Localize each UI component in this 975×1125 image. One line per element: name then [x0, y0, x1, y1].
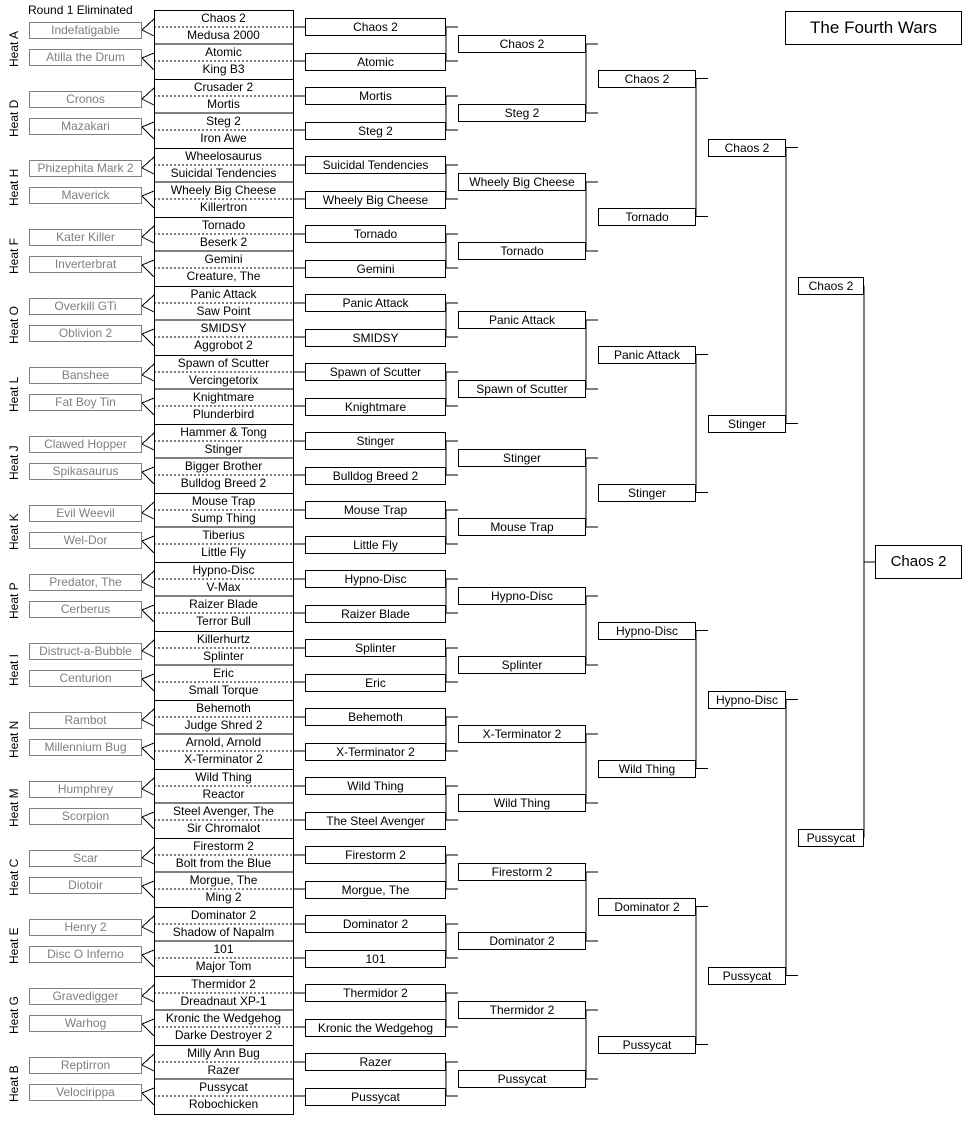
- eliminated-robot: Clawed Hopper: [29, 436, 142, 453]
- quarter-final-robot: Hypno-Disc: [708, 691, 786, 709]
- eliminated-robot: Reptirron: [29, 1057, 142, 1074]
- elim-connector: [142, 375, 154, 381]
- round2-robot: Panic Attack: [305, 294, 446, 312]
- round1-robot: Panic Attack: [190, 287, 257, 301]
- round1-robot: Splinter: [203, 649, 244, 663]
- round1-robot: Mouse Trap: [191, 494, 256, 508]
- eliminated-robot: Overkill GTi: [29, 298, 142, 315]
- round1-robot: Wild Thing: [195, 770, 252, 784]
- elim-connector: [142, 536, 154, 541]
- round2-robot: Stinger: [305, 432, 446, 450]
- heat-final-robot: Stinger: [458, 449, 586, 467]
- round2-robot: 101: [305, 950, 446, 968]
- round2-robot: Dominator 2: [305, 915, 446, 933]
- round2-robot: Pussycat: [305, 1088, 446, 1106]
- round1-robot: Sir Chromalot: [186, 821, 261, 835]
- bracket-title: The Fourth Wars: [785, 11, 962, 45]
- round1-robot: Terror Bull: [196, 614, 251, 628]
- series-round1-robot: Panic Attack: [598, 346, 696, 364]
- elim-connector: [142, 295, 154, 306]
- eliminated-robot: Atilla the Drum: [29, 49, 142, 66]
- round1-robot: Raizer Blade: [189, 597, 258, 611]
- elim-connector: [142, 950, 154, 955]
- heat-label: Heat B: [7, 1065, 21, 1103]
- round1-robot: Plunderbird: [192, 407, 255, 421]
- elim-connector: [142, 743, 154, 748]
- eliminated-robot: Evil Weevil: [29, 505, 142, 522]
- heat-final-robot: Chaos 2: [458, 35, 586, 53]
- eliminated-robot: Gravedigger: [29, 988, 142, 1005]
- eliminated-robot: Fat Boy Tin: [29, 394, 142, 411]
- round1-robot: Mortis: [207, 97, 240, 111]
- round1-robot: King B3: [202, 62, 245, 76]
- round1-robot: Bulldog Breed 2: [180, 476, 267, 490]
- eliminated-robot: Humphrey: [29, 781, 142, 798]
- round1-robot: Spawn of Scutter: [177, 356, 270, 370]
- round2-robot: Spawn of Scutter: [305, 363, 446, 381]
- eliminated-robot: Distruct-a-Bubble: [29, 643, 142, 660]
- round1-robot: Vercingetorix: [188, 373, 259, 387]
- elim-connector: [142, 605, 154, 610]
- elim-connector: [142, 674, 154, 679]
- elim-connector: [142, 260, 154, 265]
- round1-robot: Steg 2: [206, 114, 241, 128]
- heat-label: Heat H: [7, 168, 21, 206]
- series-round1-robot: Wild Thing: [598, 760, 696, 778]
- round2-robot: Kronic the Wedgehog: [305, 1019, 446, 1037]
- heat-final-robot: Panic Attack: [458, 311, 586, 329]
- eliminated-robot: Cronos: [29, 91, 142, 108]
- round1-robot: Razer: [207, 1063, 240, 1077]
- elim-connector: [142, 513, 154, 519]
- round2-robot: Morgue, The: [305, 881, 446, 899]
- round2-robot: Chaos 2: [305, 18, 446, 36]
- elim-connector: [142, 58, 154, 70]
- round1-robot: Small Torque: [188, 683, 259, 697]
- round2-robot: The Steel Avenger: [305, 812, 446, 830]
- round1-robot: Milly Ann Bug: [187, 1046, 260, 1060]
- round1-robot: Tornado: [201, 218, 246, 232]
- round1-robot: Medusa 2000: [187, 28, 260, 42]
- round1-robot: Hypno-Disc: [192, 563, 255, 577]
- heat-final-robot: Thermidor 2: [458, 1001, 586, 1019]
- series-round1-robot: Chaos 2: [598, 70, 696, 88]
- elim-connector: [142, 30, 154, 36]
- heat-final-robot: X-Terminator 2: [458, 725, 586, 743]
- elim-connector: [142, 996, 154, 1002]
- semi-final-robot: Chaos 2: [798, 277, 864, 295]
- elim-connector: [142, 571, 154, 582]
- elim-connector: [142, 444, 154, 450]
- elim-connector: [142, 541, 154, 553]
- elim-connector: [142, 955, 154, 967]
- semi-final-robot: Pussycat: [798, 829, 864, 847]
- heat-label: Heat N: [7, 720, 21, 758]
- elim-connector: [142, 306, 154, 312]
- eliminated-robot: Scorpion: [29, 808, 142, 825]
- eliminated-robot: Maverick: [29, 187, 142, 204]
- elim-connector: [142, 19, 154, 30]
- quarter-final-robot: Pussycat: [708, 967, 786, 985]
- round2-robot: Knightmare: [305, 398, 446, 416]
- round1-robot: Tiberius: [202, 528, 245, 542]
- round1-robot: Shadow of Napalm: [172, 925, 275, 939]
- heat-label: Heat O: [7, 306, 21, 345]
- round1-robot: Bigger Brother: [184, 459, 263, 473]
- round2-robot: Mouse Trap: [305, 501, 446, 519]
- round2-robot: SMIDSY: [305, 329, 446, 347]
- round1-robot: V-Max: [206, 580, 241, 594]
- round2-robot: Mortis: [305, 87, 446, 105]
- round1-robot: Killerhurtz: [196, 632, 251, 646]
- heat-label: Heat K: [7, 513, 21, 551]
- eliminated-robot: Inverterbrat: [29, 256, 142, 273]
- heat-label: Heat J: [7, 445, 21, 481]
- elim-connector: [142, 651, 154, 657]
- round2-robot: Razer: [305, 1053, 446, 1071]
- elim-connector: [142, 1019, 154, 1024]
- series-round1-robot: Tornado: [598, 208, 696, 226]
- quarter-final-robot: Stinger: [708, 415, 786, 433]
- round1-robot: Crusader 2: [193, 80, 254, 94]
- round2-robot: Splinter: [305, 639, 446, 657]
- heat-final-robot: Steg 2: [458, 104, 586, 122]
- eliminated-robot: Scar: [29, 850, 142, 867]
- round1-robot: Hammer & Tong: [180, 425, 267, 439]
- elim-connector: [142, 329, 154, 334]
- heat-final-robot: Hypno-Disc: [458, 587, 586, 605]
- series-round1-robot: Hypno-Disc: [598, 622, 696, 640]
- round1-robot: Iron Awe: [200, 131, 247, 145]
- elim-connector: [142, 789, 154, 795]
- eliminated-robot: Henry 2: [29, 919, 142, 936]
- round1-robot: Robochicken: [188, 1097, 259, 1111]
- eliminated-robot: Warhog: [29, 1015, 142, 1032]
- round1-robot: Little Fly: [201, 545, 246, 559]
- series-round1-robot: Dominator 2: [598, 898, 696, 916]
- round1-robot: SMIDSY: [200, 321, 247, 335]
- elim-connector: [142, 88, 154, 99]
- eliminated-robot: Velocirippa: [29, 1084, 142, 1101]
- elim-connector: [142, 191, 154, 196]
- elim-connector: [142, 226, 154, 237]
- heat-label: Heat F: [7, 238, 21, 275]
- round1-robot: Chaos 2: [201, 11, 246, 25]
- round2-robot: X-Terminator 2: [305, 743, 446, 761]
- round1-robot: Killertron: [199, 200, 248, 214]
- round2-robot: Steg 2: [305, 122, 446, 140]
- heat-label: Heat G: [7, 996, 21, 1035]
- eliminated-robot: Centurion: [29, 670, 142, 687]
- round2-robot: Atomic: [305, 53, 446, 71]
- series-round1-robot: Stinger: [598, 484, 696, 502]
- round1-robot: Beserk 2: [199, 235, 248, 249]
- round1-robot: Darke Destroyer 2: [174, 1028, 273, 1042]
- round1-robot: Pussycat: [199, 1080, 248, 1094]
- round1-robot: Atomic: [205, 45, 242, 59]
- heat-final-robot: Tornado: [458, 242, 586, 260]
- elim-connector: [142, 858, 154, 864]
- elim-connector: [142, 196, 154, 208]
- round2-robot: Gemini: [305, 260, 446, 278]
- round1-robot: Eric: [213, 666, 234, 680]
- eliminated-robot: Disc O Inferno: [29, 946, 142, 963]
- round1-robot: X-Terminator 2: [184, 752, 263, 766]
- elim-connector: [142, 502, 154, 513]
- elim-connector: [142, 127, 154, 139]
- round1-robot: Firestorm 2: [193, 839, 254, 853]
- series-round1-robot: Pussycat: [598, 1036, 696, 1054]
- elim-connector: [142, 403, 154, 415]
- round1-robot: Steel Avenger, The: [173, 804, 274, 818]
- eliminated-robot: Mazakari: [29, 118, 142, 135]
- heat-label: Heat P: [7, 582, 21, 620]
- elim-connector: [142, 472, 154, 484]
- elim-connector: [142, 610, 154, 622]
- elim-connector: [142, 679, 154, 691]
- elim-connector: [142, 265, 154, 277]
- round1-robot: Aggrobot 2: [194, 338, 253, 352]
- elim-connector: [142, 709, 154, 720]
- eliminated-robot: Millennium Bug: [29, 739, 142, 756]
- elim-connector: [142, 1088, 154, 1093]
- heat-final-robot: Mouse Trap: [458, 518, 586, 536]
- round2-robot: Raizer Blade: [305, 605, 446, 623]
- elim-connector: [142, 398, 154, 403]
- elim-connector: [142, 467, 154, 472]
- elim-connector: [142, 1024, 154, 1036]
- round1-robot: Dominator 2: [190, 908, 257, 922]
- round1-robot: Saw Point: [196, 304, 251, 318]
- round1-robot: Reactor: [202, 787, 245, 801]
- round1-robot: 101: [213, 942, 234, 956]
- heat-final-robot: Wheely Big Cheese: [458, 173, 586, 191]
- heat-final-robot: Wild Thing: [458, 794, 586, 812]
- eliminated-robot: Oblivion 2: [29, 325, 142, 342]
- round2-robot: Bulldog Breed 2: [305, 467, 446, 485]
- eliminated-robot: Predator, The: [29, 574, 142, 591]
- heat-label: Heat L: [7, 376, 21, 412]
- round1-robot: Thermidor 2: [191, 977, 256, 991]
- heat-label: Heat D: [7, 99, 21, 137]
- heat-final-robot: Dominator 2: [458, 932, 586, 950]
- elim-connector: [142, 812, 154, 817]
- round2-robot: Hypno-Disc: [305, 570, 446, 588]
- elim-connector: [142, 916, 154, 927]
- heat-final-robot: Firestorm 2: [458, 863, 586, 881]
- round2-robot: Suicidal Tendencies: [305, 156, 446, 174]
- round1-robot: Behemoth: [196, 701, 251, 715]
- eliminated-robot: Diotoir: [29, 877, 142, 894]
- quarter-final-robot: Chaos 2: [708, 139, 786, 157]
- heat-label: Heat E: [7, 927, 21, 965]
- round1-robot: Kronic the Wedgehog: [165, 1011, 282, 1025]
- elim-connector: [142, 985, 154, 996]
- elim-connector: [142, 168, 154, 174]
- round1-robot: Creature, The: [186, 269, 261, 283]
- elim-connector: [142, 927, 154, 933]
- round1-robot: Wheely Big Cheese: [170, 183, 277, 197]
- elim-connector: [142, 364, 154, 375]
- heat-label: Heat I: [7, 654, 21, 687]
- elim-connector: [142, 433, 154, 444]
- round2-robot: Firestorm 2: [305, 846, 446, 864]
- eliminated-robot: Spikasaurus: [29, 463, 142, 480]
- elim-connector: [142, 237, 154, 243]
- eliminated-robot: Rambot: [29, 712, 142, 729]
- elim-connector: [142, 1065, 154, 1071]
- round1-robot: Knightmare: [192, 390, 255, 404]
- eliminated-robot: Wel-Dor: [29, 532, 142, 549]
- heat-label: Heat A: [7, 30, 21, 68]
- round1-robot: Wheelosaurus: [185, 149, 262, 163]
- elim-connector: [142, 582, 154, 588]
- heat-final-robot: Spawn of Scutter: [458, 380, 586, 398]
- round1-robot: Gemini: [204, 252, 243, 266]
- elim-connector: [142, 881, 154, 886]
- round2-robot: Wheely Big Cheese: [305, 191, 446, 209]
- elim-connector: [142, 748, 154, 760]
- round1-robot: Sump Thing: [191, 511, 256, 525]
- round1-robot: Morgue, The: [189, 873, 258, 887]
- round1-robot: Bolt from the Blue: [175, 856, 272, 870]
- round1-eliminated-label: Round 1 Eliminated: [28, 3, 133, 17]
- elim-connector: [142, 720, 154, 726]
- elim-connector: [142, 817, 154, 829]
- eliminated-robot: Cerberus: [29, 601, 142, 618]
- elim-connector: [142, 99, 154, 105]
- elim-connector: [142, 334, 154, 346]
- eliminated-robot: Kater Killer: [29, 229, 142, 246]
- eliminated-robot: Phizephita Mark 2: [29, 160, 142, 177]
- round1-robot: Dreadnaut XP-1: [180, 994, 267, 1008]
- round1-robot: Ming 2: [205, 890, 242, 904]
- round2-robot: Tornado: [305, 225, 446, 243]
- elim-connector: [142, 122, 154, 127]
- round2-robot: Wild Thing: [305, 777, 446, 795]
- elim-connector: [142, 1093, 154, 1105]
- elim-connector: [142, 778, 154, 789]
- round2-robot: Little Fly: [305, 536, 446, 554]
- elim-connector: [142, 157, 154, 168]
- champion-box: Chaos 2: [875, 545, 962, 579]
- heat-final-robot: Pussycat: [458, 1070, 586, 1088]
- round1-robot: Stinger: [204, 442, 243, 456]
- heat-final-robot: Splinter: [458, 656, 586, 674]
- round2-robot: Thermidor 2: [305, 984, 446, 1002]
- elim-connector: [142, 640, 154, 651]
- round1-robot: Arnold, Arnold: [185, 735, 262, 749]
- round1-robot: Suicidal Tendencies: [170, 166, 277, 180]
- round1-robot: Major Tom: [195, 959, 252, 973]
- round1-robot: Judge Shred 2: [184, 718, 263, 732]
- heat-label: Heat C: [7, 858, 21, 896]
- eliminated-robot: Banshee: [29, 367, 142, 384]
- elim-connector: [142, 53, 154, 58]
- elim-connector: [142, 1054, 154, 1065]
- elim-connector: [142, 847, 154, 858]
- heat-label: Heat M: [7, 788, 21, 828]
- round2-robot: Behemoth: [305, 708, 446, 726]
- round2-robot: Eric: [305, 674, 446, 692]
- eliminated-robot: Indefatigable: [29, 22, 142, 39]
- elim-connector: [142, 886, 154, 898]
